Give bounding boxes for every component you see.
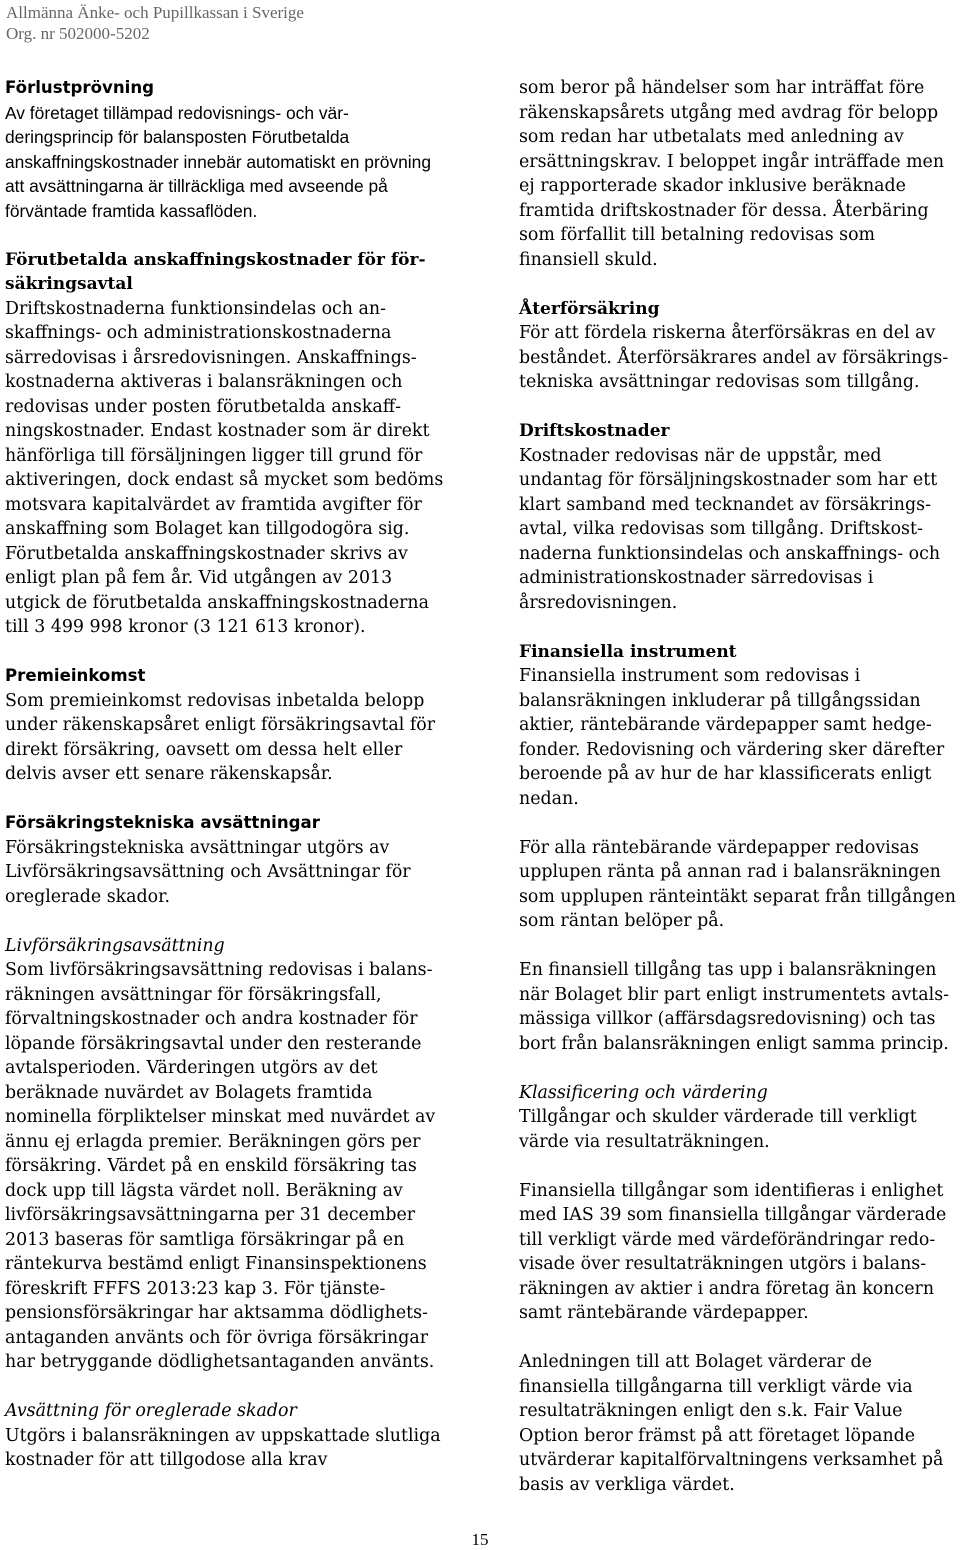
subsection-body-klassificering: Tillgångar och skulder värderade till verkligt värde via resultaträkningen.: [519, 1107, 917, 1152]
section-title-aterforsakring: Återförsäkring: [519, 298, 660, 319]
section-body-finansiella-instrument: Finansiella instrument som redovisas i balansräkningen inkluderar på tillgångssidan aktier, räntebärande värdepapper samt hedgefonder. Redovisning och värdering sker därefter beroende på av hur de har klassificerats enligt nedan.: [519, 666, 945, 809]
section-title-forsakringstekniska: Försäkringstekniska avsättningar: [5, 813, 320, 832]
paragraph-ias39: Finansiella tillgångar som identifieras i enlighet med IAS 39 som finansiella tillgångar värderade till verkligt värde med värdeförändringar redovisade över resultaträkningen utgörs i balansräkningen av aktier i andra företag än koncern samt räntebärande värdepapper.: [519, 1180, 947, 1323]
page-number: 15: [471, 1530, 489, 1549]
section-title-driftskostnader: Driftskostnader: [519, 421, 670, 441]
section-title-premieinkomst: Premieinkomst: [5, 666, 146, 685]
section-body-forsakringstekniska: Försäkringstekniska avsättningar utgörs av Livförsäkringsavsättning och Avsättningar för oreglerade skador.: [5, 837, 411, 907]
subsection-body-livforsakringsavsattning: Som livförsäkringsavsättning redovisas i balansräkningen avsättningar för försäkringsfall, förvaltningskostnader och andra kostnader för löpande försäkringsavtal under den resterande avtalsperioden. Värderingen utgörs av det beräknade nuvärdet av Bolagets framtida nominella förpliktelser minskat med nuvärdet av ännu ej erlagda premier. Beräkningen görs per försäkring. Värdet på en enskild försäkring tas dock upp till lägsta värdet noll. Beräkning av livförsäkringsavsättningarna per 31 december 2013 baseras för samtliga försäkringar på en räntekurva bestämd enligt Finansinspektionens föreskrift FFFS 2013:23 kap 3. För tjänstepensionsförsäkringar har aktsamma dödlighetsantaganden använts och för övriga försäkringar har betryggande dödlighetsantaganden använts.: [5, 960, 436, 1372]
section-body-premieinkomst: Som premieinkomst redovisas inbetalda belopp under räkenskapsåret enligt försäkringsavtal för direkt försäkring, oavsett om dessa helt eller delvis avser ett senare räkenskapsår.: [5, 690, 436, 784]
organization-number: Org. nr 502000-5202: [6, 24, 150, 43]
section-title-forutbetalda: Förutbetalda anskaffningskostnader för försäkringsavtal: [5, 249, 426, 294]
right-column: [519, 76, 959, 1497]
paragraph-rantebarande: För alla räntebärande värdepapper redovisas upplupen ränta på annan rad i balansräkningen som upplupen ränteintäkt separat från tillgången som räntan belöper på.: [519, 837, 956, 931]
left-column: [5, 76, 451, 1473]
subsection-title-oreglerade: Avsättning för oreglerade skador: [5, 1401, 297, 1421]
paragraph-finansiell-tillgang: En finansiell tillgång tas upp i balansräkningen när Bolaget blir part enligt instrumentets avtalsmässiga villkor (affärsdagsredovisning) och tas bort från balansräkningen enligt samma princip.: [519, 960, 950, 1054]
subsection-body-oreglerade: Utgörs i balansräkningen av uppskattade slutliga kostnader för att tillgodose alla krav: [5, 1425, 441, 1470]
paragraph-fair-value-option: Anledningen till att Bolaget värderar de finansiella tillgångarna till verkligt värde via resultaträkningen enligt den s.k. Fair Value Option beror främst på att företaget löpande utvärderar kapitalförvaltningens verksamhet på basis av verkliga värdet.: [519, 1352, 944, 1495]
document-header: [6, 2, 304, 44]
section-body-driftskostnader: Kostnader redovisas när de uppstår, med undantag för försäljningskostnader som har ett klart samband med tecknandet av försäkringsavtal, vilka redovisas som tillgång. Driftskostnaderna funktionsindelas och anskaffnings- och administrationskostnader särredovisas i årsredovisningen.: [519, 445, 941, 613]
section-body-forutbetalda: Driftskostnaderna funktionsindelas och anskaffnings- och administrationskostnaderna särredovisas i årsredovisningen. Anskaffningskostnaderna aktiveras i balansräkningen och redovisas under posten förutbetalda anskaffningskostnader. Endast kostnader som är direkt hänförliga till försäljningen ligger till grund för aktiveringen, dock endast så mycket som bedöms motsvara kapitalvärdet av framtida avgifter för anskaffning som Bolaget kan tillgodogöra sig. Förutbetalda anskaffningskostnader skrivs av enligt plan på fem år. Vid utgången av 2013 utgick de förutbetalda anskaffningskostnaderna till 3 499 998 kronor (3 121 613 kronor).: [5, 298, 444, 637]
organization-name: Allmänna Änke- och Pupillkassan i Sverige: [6, 3, 304, 22]
section-title-finansiella-instrument: Finansiella instrument: [519, 641, 737, 662]
subsection-title-livforsakringsavsattning: Livförsäkringsavsättning: [5, 935, 225, 956]
section-body-aterforsakring: För att fördela riskerna återförsäkras en del av beståndet. Återförsäkrares andel av försäkringstekniska avsättningar redovisas som tillgång.: [519, 323, 949, 392]
section-title-forlustprovning: Förlustprövning: [5, 78, 155, 97]
section-body-forlustprovning: Av företaget tillämpad redovisnings- och värderingsprincip för balansposten Förutbetalda anskaffningskostnader innebär automatiskt en prövning att avsättningarna är tillräckliga med avseende på förväntade framtida kassaflöden.: [5, 102, 432, 221]
subsection-body-oreglerade-continued: som beror på händelser som har inträffat före räkenskapsårets utgång med avdrag för belopp som redan har utbetalats med anledning av ersättningskrav. I beloppet ingår inträffade men ej rapporterade skador inklusive beräknade framtida driftskostnader för dessa. Återbäring som förfallit till betalning redovisas som finansiell skuld.: [519, 78, 945, 270]
subsection-title-klassificering: Klassificering och värdering: [519, 1082, 768, 1103]
